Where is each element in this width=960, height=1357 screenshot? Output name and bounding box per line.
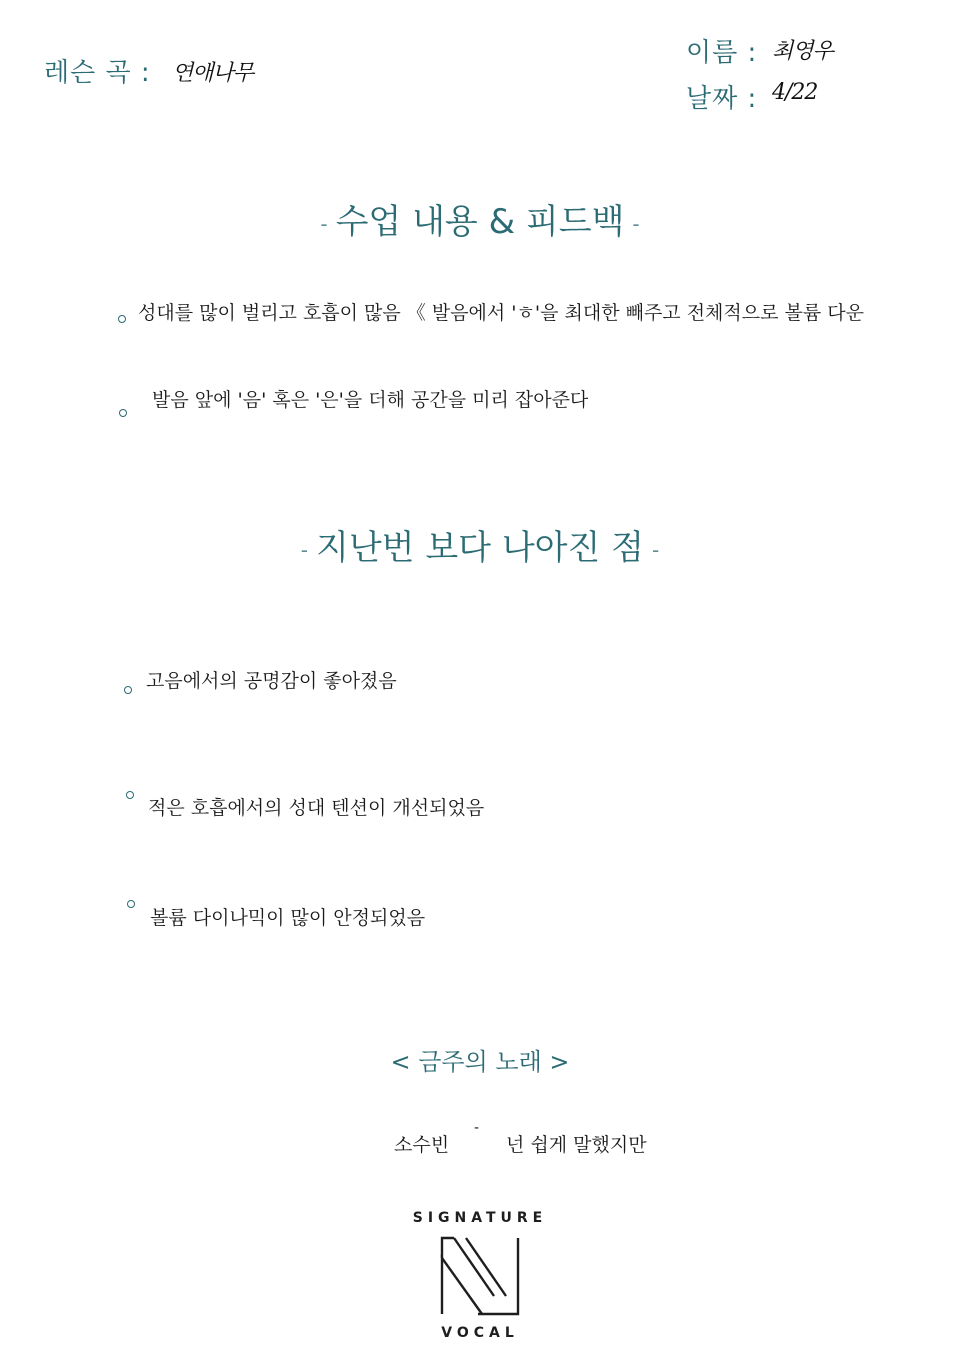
- song-name: 넌 쉽게 말했지만: [506, 1134, 647, 1156]
- improvement-item: 적은 호흡에서의 성대 텐션이 개선되었음: [148, 797, 485, 819]
- bullet-icon: [124, 686, 132, 694]
- name-label: 이름 :: [686, 38, 758, 68]
- logo-top-word: SIGNATURE: [412, 1210, 548, 1226]
- date-value: 4/22: [772, 80, 818, 105]
- date-label: 날짜 :: [686, 84, 758, 114]
- feedback-section-title: [0, 194, 960, 243]
- improvement-item: 볼륨 다이나믹이 많이 안정되었음: [150, 907, 426, 929]
- song-separator: -: [474, 1120, 480, 1136]
- bullet-icon: [126, 791, 134, 799]
- improvement-title-text: 지난번 보다 나아진 점: [315, 528, 645, 568]
- song-artist: 소수빈: [394, 1134, 450, 1156]
- lesson-song-value: 연애나무: [172, 61, 254, 86]
- bullet-icon: [118, 315, 126, 323]
- bullet-icon: [127, 900, 135, 908]
- logo-bottom-word: VOCAL: [441, 1325, 519, 1341]
- title-dash-right: -: [632, 211, 640, 236]
- feedback-item: 성대를 많이 벌리고 호흡이 많음 《 발음에서 'ㅎ'을 최대한 빼주고 전체적으로 볼륨 다운: [138, 302, 864, 324]
- name-value: 최영우: [772, 39, 833, 64]
- signature-vocal-logo-icon: [436, 1234, 524, 1318]
- feedback-item: 발음 앞에 '음' 혹은 '은'을 더해 공간을 미리 잡아준다: [152, 389, 589, 411]
- bullet-icon: [119, 409, 127, 417]
- lesson-song-label: 레슨 곡 :: [44, 58, 151, 88]
- song-of-week-title: < 금주의 노래 >: [390, 1048, 570, 1076]
- title-dash-left: -: [300, 537, 308, 562]
- title-dash-right: -: [652, 537, 660, 562]
- title-dash-left: -: [320, 211, 328, 236]
- feedback-title-text: 수업 내용 & 피드백: [335, 202, 625, 242]
- improvement-item: 고음에서의 공명감이 좋아졌음: [146, 670, 397, 692]
- improvement-section-title: [0, 520, 960, 569]
